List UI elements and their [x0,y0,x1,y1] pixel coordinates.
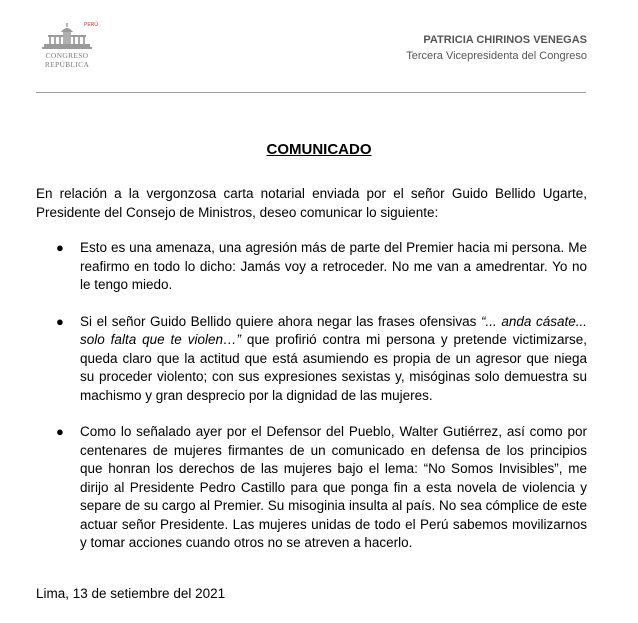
bullet-dot-icon: ● [56,424,64,439]
logo-text-congreso: CONGRESO [45,51,89,60]
list-item [0,239,587,295]
bullet-text: Como lo señalado ayer por el Defensor del Pueblo, Walter Gutiérrez, así como por centenares de mujeres firmantes de un comunicado en defensa de los principios que honran los derechos de las mujeres bajo el lema: “No Somos Invisibles”, me dirijo al Presidente Pedro Castillo para que ponga fin a esta novela de violencia y separe de su cargo al Premier. Su misoginia insulta al país. No sea cómplice de este actuar señor Presidente. Las mujeres unidas de todo el Perú sabemos movilizarnos y tomar acciones cuando otros no se atreven a hacerlo. [80,424,587,550]
bullet-dot-icon: ● [56,313,64,329]
logo-text-republica: REPÚBLICA [44,60,90,69]
bullet-list [0,239,638,571]
list-item [0,423,587,553]
author-role: Tercera Vicepresidenta del Congreso [406,50,587,62]
bullet-text: Esto es una amenaza, una agresión más de parte del Premier hacia mi persona. Me reafirmo en todo lo dicho: Jamás voy a retroceder. No me van a amedrentar. Yo no le tengo miedo. [80,240,587,292]
logo-peru-label: PERÚ [84,22,98,28]
document-title: COMUNICADO [266,141,372,158]
bullet-text-pre: Si el señor Guido Bellido quiere ahora negar las frases ofensivas [80,313,481,329]
author-name: PATRICIA CHIRINOS VENEGAS [423,34,587,46]
bullet-text-post: que profirió contra mi persona y pretende victimizarse, queda claro que la actitud que está asumiendo es propia de un agresor que niega su proceder violento; con sus expresiones sexistas y, misóginas solo demuestra su machismo y gran desprecio por la dignidad de las mujeres. [80,332,587,403]
intro-paragraph: En relación a la vergonzosa carta notarial enviada por el señor Guido Bellido Ugarte, Presidente del Consejo de Ministros, deseo comunicar lo siguiente: [36,186,587,220]
bullet-quote: “... anda cásate... solo falta que te violen…” [80,313,587,347]
header-divider [36,92,586,93]
header-signature [406,32,587,64]
congreso-logo [34,22,104,72]
document-date: Lima, 13 de setiembre del 2021 [36,586,226,601]
list-item [0,313,587,406]
bullet-dot-icon: ● [56,240,64,255]
